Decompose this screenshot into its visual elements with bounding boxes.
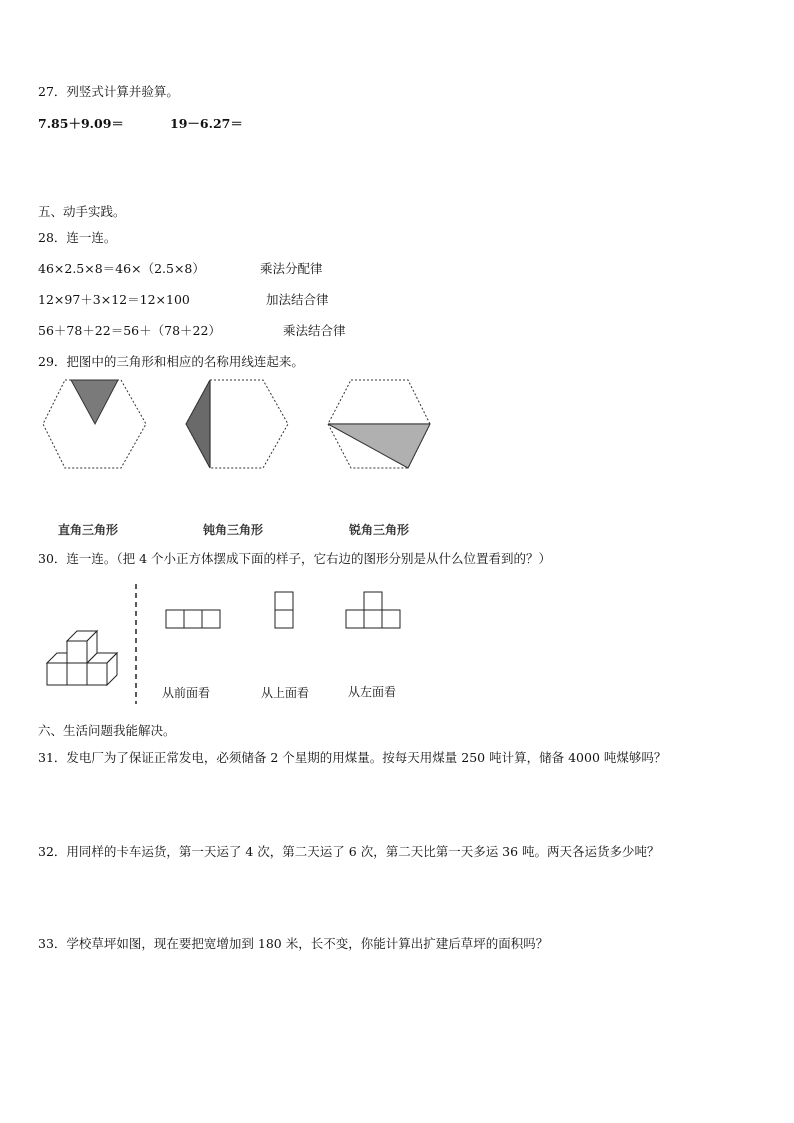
q29-label-obtuse-triangle: 钝角三角形	[203, 523, 264, 537]
q27-expression-1: 7.85＋9.09＝	[38, 116, 124, 131]
q28-right-3: 乘法结合律	[283, 323, 346, 338]
q30-label-left: 从左面看	[348, 685, 397, 699]
q27-title: 27．列竖式计算并验算。	[38, 84, 179, 99]
section-5-title: 五、动手实践。	[38, 204, 126, 219]
q27-expression-2: 19－6.27＝	[170, 116, 243, 131]
q33-text: 33．学校草坪如图，现在要把宽增加到 180 米，长不变，你能计算出扩建后草坪的面积吗？	[38, 936, 549, 951]
q29-label-right-triangle: 直角三角形	[58, 523, 119, 537]
q30-title: 30．连一连。（把 4 个小正方体摆成下面的样子，它右边的图形分别是从什么位置看到的？）	[38, 551, 552, 566]
q30-label-front: 从前面看	[162, 686, 211, 700]
hexagon-figure-2	[186, 380, 288, 468]
q29-label-acute-triangle: 锐角三角形	[349, 523, 410, 537]
q30-view-top	[274, 591, 298, 633]
section-6-title: 六、生活问题我能解决。	[38, 723, 176, 738]
hexagon-figure-3	[328, 380, 430, 468]
q28-left-3: 56＋78＋22＝56＋（78＋22）	[38, 323, 221, 338]
q31-text: 31．发电厂为了保证正常发电，必须储备 2 个星期的用煤量。按每天用煤量 250 吨计算，储备 4000 吨煤够吗？	[38, 750, 667, 765]
q28-right-2: 加法结合律	[266, 292, 329, 307]
q30-dashed-divider	[133, 584, 139, 704]
q30-cube-figure	[44, 625, 144, 705]
q29-title: 29．把图中的三角形和相应的名称用线连起来。	[38, 354, 304, 369]
q29-hexagon-figures	[38, 378, 498, 478]
q32-text: 32．用同样的卡车运货，第一天运了 4 次，第二天运了 6 次，第二天比第一天多运 36 吨。两天各运货多少吨？	[38, 844, 660, 859]
q28-left-2: 12×97＋3×12＝12×100	[38, 292, 190, 307]
q28-right-1: 乘法分配律	[260, 261, 323, 276]
q30-view-left	[345, 591, 405, 633]
q30-label-top: 从上面看	[261, 686, 310, 700]
q30-view-front	[165, 609, 225, 633]
hexagon-figure-1	[43, 380, 146, 468]
q28-title: 28．连一连。	[38, 230, 117, 245]
q28-left-1: 46×2.5×8＝46×（2.5×8）	[38, 261, 205, 276]
